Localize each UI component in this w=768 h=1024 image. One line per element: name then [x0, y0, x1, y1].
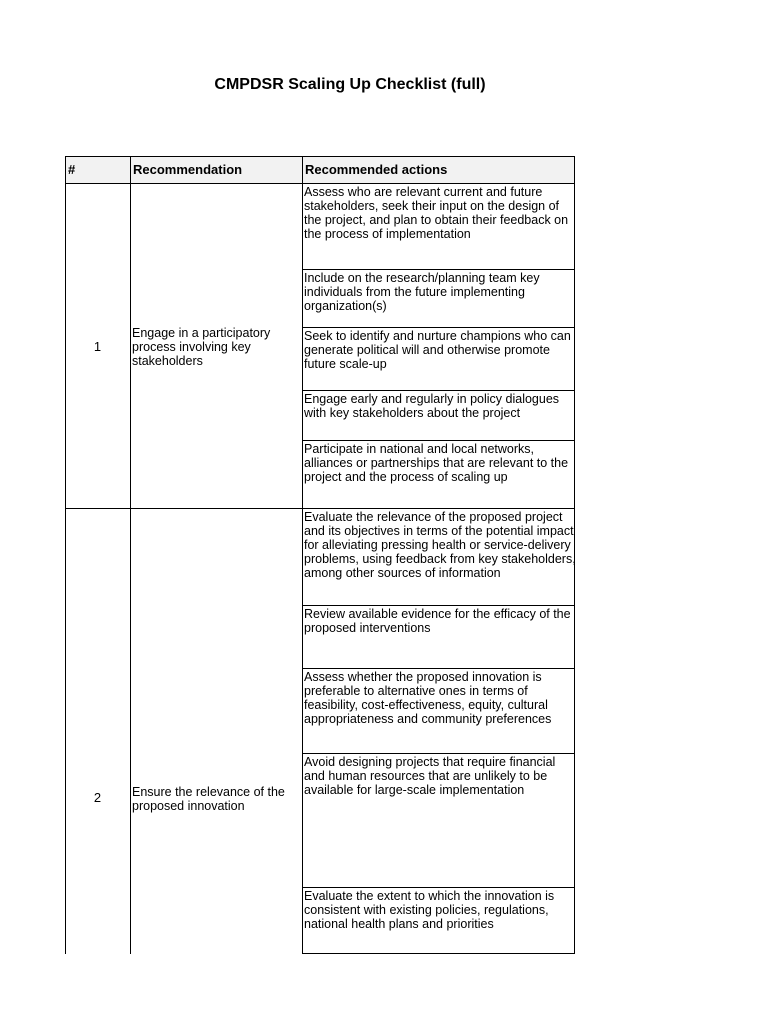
column-divider-1: [130, 156, 131, 954]
row-divider: [302, 668, 575, 669]
row-divider: [302, 887, 575, 888]
row-divider: [302, 605, 575, 606]
recommendation-text: Ensure the relevance of the proposed innovation: [132, 785, 285, 813]
row-divider: [302, 269, 575, 270]
group-divider: [65, 508, 575, 509]
action-text: Engage early and regularly in policy dialogues with key stakeholders about the project: [304, 392, 560, 420]
action-text: Avoid designing projects that require financial and human resources that are unlikely to be available for large-scale implementation: [304, 755, 556, 797]
row-divider: [302, 753, 575, 754]
row-number: 1: [93, 339, 102, 354]
action-text: Evaluate the relevance of the proposed project and its objectives in terms of the potential impact for alleviating pressing health or service-delivery problems, using feedback from key stakeholders, among other sources of information: [304, 510, 576, 580]
row-divider: [302, 390, 575, 391]
action-text: Assess whether the proposed innovation is preferable to alternative ones in terms of feasibility, cost-effectiveness, equity, cultural appropriateness and community preferences: [304, 670, 552, 726]
header-actions: Recommended actions: [305, 162, 448, 177]
action-text: Seek to identify and nurture champions who can generate political will and otherwise promote future scale-up: [304, 329, 571, 371]
recommendation-text: Engage in a participatory process involving key stakeholders: [132, 326, 271, 368]
table-border-left: [65, 156, 66, 954]
row-divider: [302, 953, 575, 954]
header-recommendation: Recommendation: [133, 162, 243, 177]
column-divider-2: [302, 156, 303, 954]
action-text: Evaluate the extent to which the innovation is consistent with existing policies, regulations, national health plans and priorities: [304, 889, 555, 931]
action-text: Review available evidence for the efficacy of the proposed interventions: [304, 607, 571, 635]
action-text: Include on the research/planning team key individuals from the future implementing organization(s): [304, 271, 540, 313]
row-number: 2: [93, 790, 102, 805]
table-header: [65, 156, 575, 184]
page-title: CMPDSR Scaling Up Checklist (full): [214, 76, 486, 93]
action-text: Assess who are relevant current and future stakeholders, seek their input on the design of the project, and plan to obtain their feedback on the process of implementation: [304, 185, 569, 241]
header-number: #: [68, 162, 76, 177]
row-divider: [302, 440, 575, 441]
action-text: Participate in national and local networks, alliances or partnerships that are relevant to the project and the process of scaling up: [304, 442, 569, 484]
row-divider: [302, 327, 575, 328]
